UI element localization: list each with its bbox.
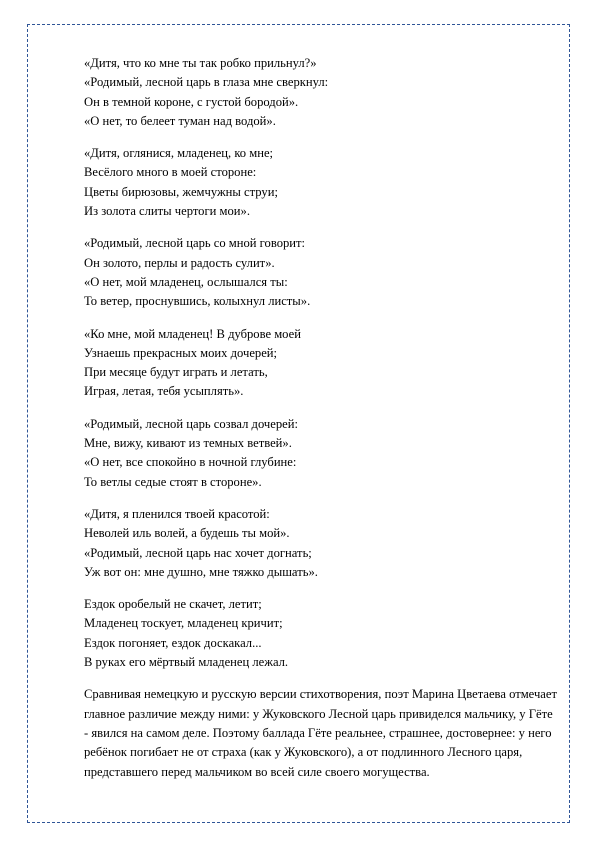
poem-line: Ездок оробелый не скачет, летит; xyxy=(84,597,262,612)
poem-line: Мне, вижу, кивают из темных ветвей». xyxy=(84,436,292,451)
poem-line: То ветер, проснувшись, колыхнул листы». xyxy=(84,294,311,309)
stanza xyxy=(84,325,554,402)
poem-line: «Дитя, оглянися, младенец, ко мне; xyxy=(84,146,274,161)
poem-line: Он в темной короне, с густой бородой». xyxy=(84,94,299,109)
poem-line: В руках его мёртвый младенец лежал. xyxy=(84,655,289,670)
poem-line: Младенец тоскует, младенец кричит; xyxy=(84,616,283,631)
poem-line: «Ко мне, мой младенец! В дуброве моей xyxy=(84,326,301,341)
poem-line: Узнаешь прекрасных моих дочерей; xyxy=(84,345,278,360)
poem-line: «Дитя, я пленился твоей красотой: xyxy=(84,506,270,521)
poem-line: Из золота слиты чертоги мои». xyxy=(84,204,250,219)
stanza xyxy=(84,415,554,492)
stanza xyxy=(84,54,554,131)
poem-line: Уж вот он: мне душно, мне тяжко дышать». xyxy=(84,564,318,579)
poem-line: Весёлого много в моей стороне: xyxy=(84,165,257,180)
stanza xyxy=(84,234,554,311)
poem-line: Ездок погоняет, ездок доскакал... xyxy=(84,635,262,650)
poem-line: «Родимый, лесной царь в глаза мне сверкнул: xyxy=(84,75,329,90)
stanza xyxy=(84,595,554,672)
poem-line: «Родимый, лесной царь созвал дочерей: xyxy=(84,416,298,431)
poem-line: «Родимый, лесной царь со мной говорит: xyxy=(84,236,306,251)
poem-line: То ветлы седые стоят в стороне». xyxy=(84,474,262,489)
poem-line: Неволей иль волей, а будешь ты мой». xyxy=(84,526,290,541)
poem-line: «Дитя, что ко мне ты так робко прильнул?» xyxy=(84,56,317,70)
poem-line: «Родимый, лесной царь нас хочет догнать; xyxy=(84,545,312,560)
poem-line: «О нет, мой младенец, ослышался ты: xyxy=(84,274,288,289)
poem-line: Играя, летая, тебя усыплять». xyxy=(84,384,244,399)
poem-line: Он золото, перлы и радость сулит». xyxy=(84,255,275,270)
document-body xyxy=(84,54,557,782)
stanza xyxy=(84,505,554,582)
stanza xyxy=(84,144,554,221)
commentary-paragraph: Сравнивая немецкую и русскую версии стихотворения, поэт Марина Цветаева отмечает главное различие между ними: у Жуковского Лесной царь привиделся мальчику, у Гёте - явился на самом деле. Поэтому баллада Гёте реальнее, страшнее, достовернее: у него ребёнок погибает не от страха (как у Жуковского), а от подлинного Лесного царя, представшего перед мальчиком во всей силе своего могущества. xyxy=(84,687,557,779)
poem-line: «О нет, то белеет туман над водой». xyxy=(84,113,276,128)
poem-line: При месяце будут играть и летать, xyxy=(84,365,268,380)
poem-line: Цветы бирюзовы, жемчужны струи; xyxy=(84,184,278,199)
poem-line: «О нет, все спокойно в ночной глубине: xyxy=(84,455,297,470)
